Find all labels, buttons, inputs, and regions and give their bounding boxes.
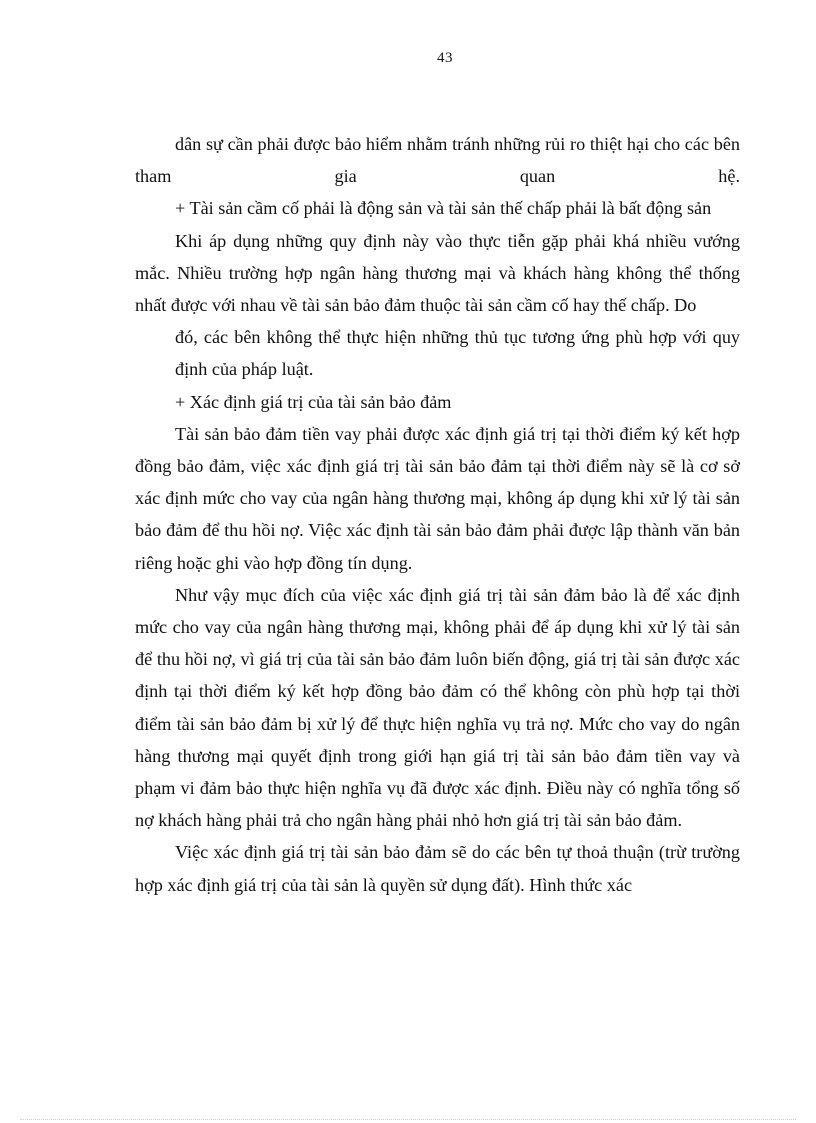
page-number: 43 — [437, 50, 453, 66]
paragraph-application-issues: Khi áp dụng những quy định này vào thực tiễn gặp phải khá nhiều vướng mắc. Nhiều trường hợp ngân hàng thương mại và khách hàng không thể thống nhất được với nhau về tài sản bảo đảm thuộc tài sản cầm cố hay thế chấp. Do — [135, 230, 740, 316]
paragraph-heading-valuation: + Xác định giá trị của tài sản bảo đảm — [175, 391, 452, 412]
paragraph-valuation-time: Tài sản bảo đảm tiền vay phải được xác định giá trị tại thời điểm ký kết hợp đồng bảo đảm, việc xác định giá trị tài sản bảo đảm tại thời điểm này sẽ là cơ sở xác định mức cho vay của ngân hàng thương mại, không áp dụng khi xử lý tài sản bảo đảm để thu hồi nợ. Việc xác định tài sản bảo đảm phải được lập thành văn bản riêng hoặc ghi vào hợp đồng tín dụng. — [135, 423, 740, 573]
paragraph-insurance: dân sự cần phải được bảo hiểm nhằm tránh những rủi ro thiệt hại cho các bên tham gia quan hệ. — [135, 134, 740, 187]
paragraph-valuation-purpose: Như vậy mục đích của việc xác định giá trị tài sản đảm bảo là để xác định mức cho vay của ngân hàng thương mại, không phải để áp dụng khi xử lý tài sản để thu hồi nợ, vì giá trị của tài sản bảo đảm luôn biến động, giá trị tài sản được xác định tại thời điểm ký kết hợp đồng bảo đảm có thể không còn phù hợp tại thời điểm tài sản bảo đảm bị xử lý để thực hiện nghĩa vụ trả nợ. Mức cho vay do ngân hàng thương mại quyết định trong giới hạn giá trị tài sản bảo đảm tiền vay và phạm vi đảm bảo thực hiện nghĩa vụ đã được xác định. Điều này có nghĩa tổng số nợ khách hàng phải trả cho ngân hàng phải nhỏ hơn giá trị tài sản bảo đảm. — [135, 584, 740, 831]
paragraph-pledge-mortgage: + Tài sản cầm cố phải là động sản và tài sản thế chấp phải là bất động sản — [175, 198, 712, 219]
document-body — [135, 128, 740, 901]
page-bottom-divider — [20, 1119, 796, 1120]
paragraph-procedures: đó, các bên không thể thực hiện những thủ tục tương ứng phù hợp với quy định của pháp luật. — [175, 327, 740, 380]
paragraph-valuation-agreement: Việc xác định giá trị tài sản bảo đảm sẽ do các bên tự thoả thuận (trừ trường hợp xác định giá trị của tài sản là quyền sử dụng đất). Hình thức xác — [135, 842, 740, 895]
